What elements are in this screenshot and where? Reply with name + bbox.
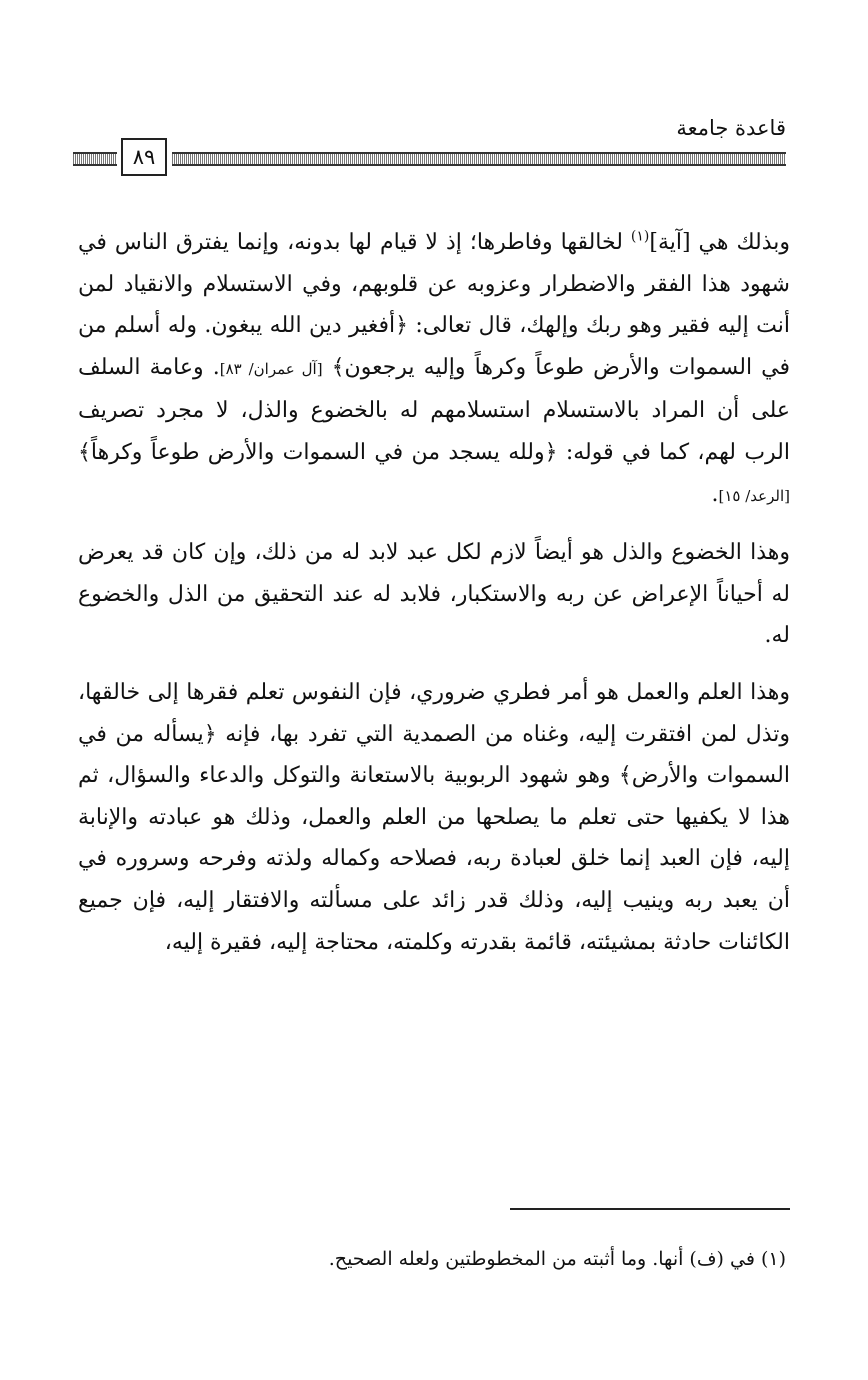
paragraph-2: وهذا الخضوع والذل هو أيضاً لازم لكل عبد لابد له من ذلك، وإن كان قد يعرض له أحياناً الإعراض عن ربه والاستكبار، فلابد له عند التحقيق من الذل والخضوع له. (78, 540, 790, 649)
page-number: ٨٩ (121, 138, 167, 176)
quran-reference: [الرعد/ ١٥] (718, 486, 790, 505)
p1-part-c: . وعامة السلف على أن المراد بالاستسلام استسلامهم له بالخضوع والذل، لا مجرد تصريف الرب لهم، كما في قوله: ﴿ولله يسجد من في السموات والأرض طوعاً وكرهاً﴾ (78, 354, 790, 465)
header-rule-right (172, 152, 786, 166)
footnote-separator (510, 1208, 790, 1210)
footnote: (١) في (ف) أنها. وما أثبته من المخطوطتين ولعله الصحيح. (328, 1248, 786, 1270)
p1-part-d: . (711, 481, 719, 507)
header-rule-left (73, 152, 117, 166)
paragraph-1 (78, 222, 790, 517)
running-title: قاعدة جامعة (676, 116, 786, 140)
p1-part-a: وبذلك هي [آية] (649, 230, 790, 255)
quran-reference: [آل عمران/ ٨٣] (219, 359, 323, 378)
paragraph-3: وهذا العلم والعمل هو أمر فطري ضروري، فإن النفوس تعلم فقرها إلى خالقها، وتذل لمن افتقرت إليه، وغناه من الصمدية التي تفرد بها، فإنه ﴿يسأله من في السموات والأرض﴾ وهو شهود الربوبية بالاستعانة والتوكل والدعاء والسؤال، ثم هذا لا يكفيها حتى تعلم ما يصلحها من العلم والعمل، وذلك هو عبادته والإنابة إليه، فإن العبد إنما خلق لعبادة ربه، فصلاحه وكماله ولذته وفرحه وسروره في أن يعبد ربه وينيب إليه، وذلك قدر زائد على مسألته والافتقار إليه، فإن جميع الكائنات حادثة بمشيئته، قائمة بقدرته وكلمته، محتاجة إليه، فقيرة إليه، (78, 679, 790, 955)
p1-part-b: لخالقها وفاطرها؛ إذ لا قيام لها بدونه، وإنما يفترق الناس في شهود هذا الفقر والاضطرار وعزوبه عن قلوبهم، وفي الاستسلام والانقياد لمن أنت إليه فقير وهو ربك وإلهك، قال تعالى: ﴿أفغير دين الله يبغون. وله أسلم من في السموات والأرض طوعاً وكرهاً وإليه يرجعون﴾ (78, 230, 791, 380)
main-text (78, 222, 790, 963)
footnote-marker: (١) (630, 228, 650, 245)
